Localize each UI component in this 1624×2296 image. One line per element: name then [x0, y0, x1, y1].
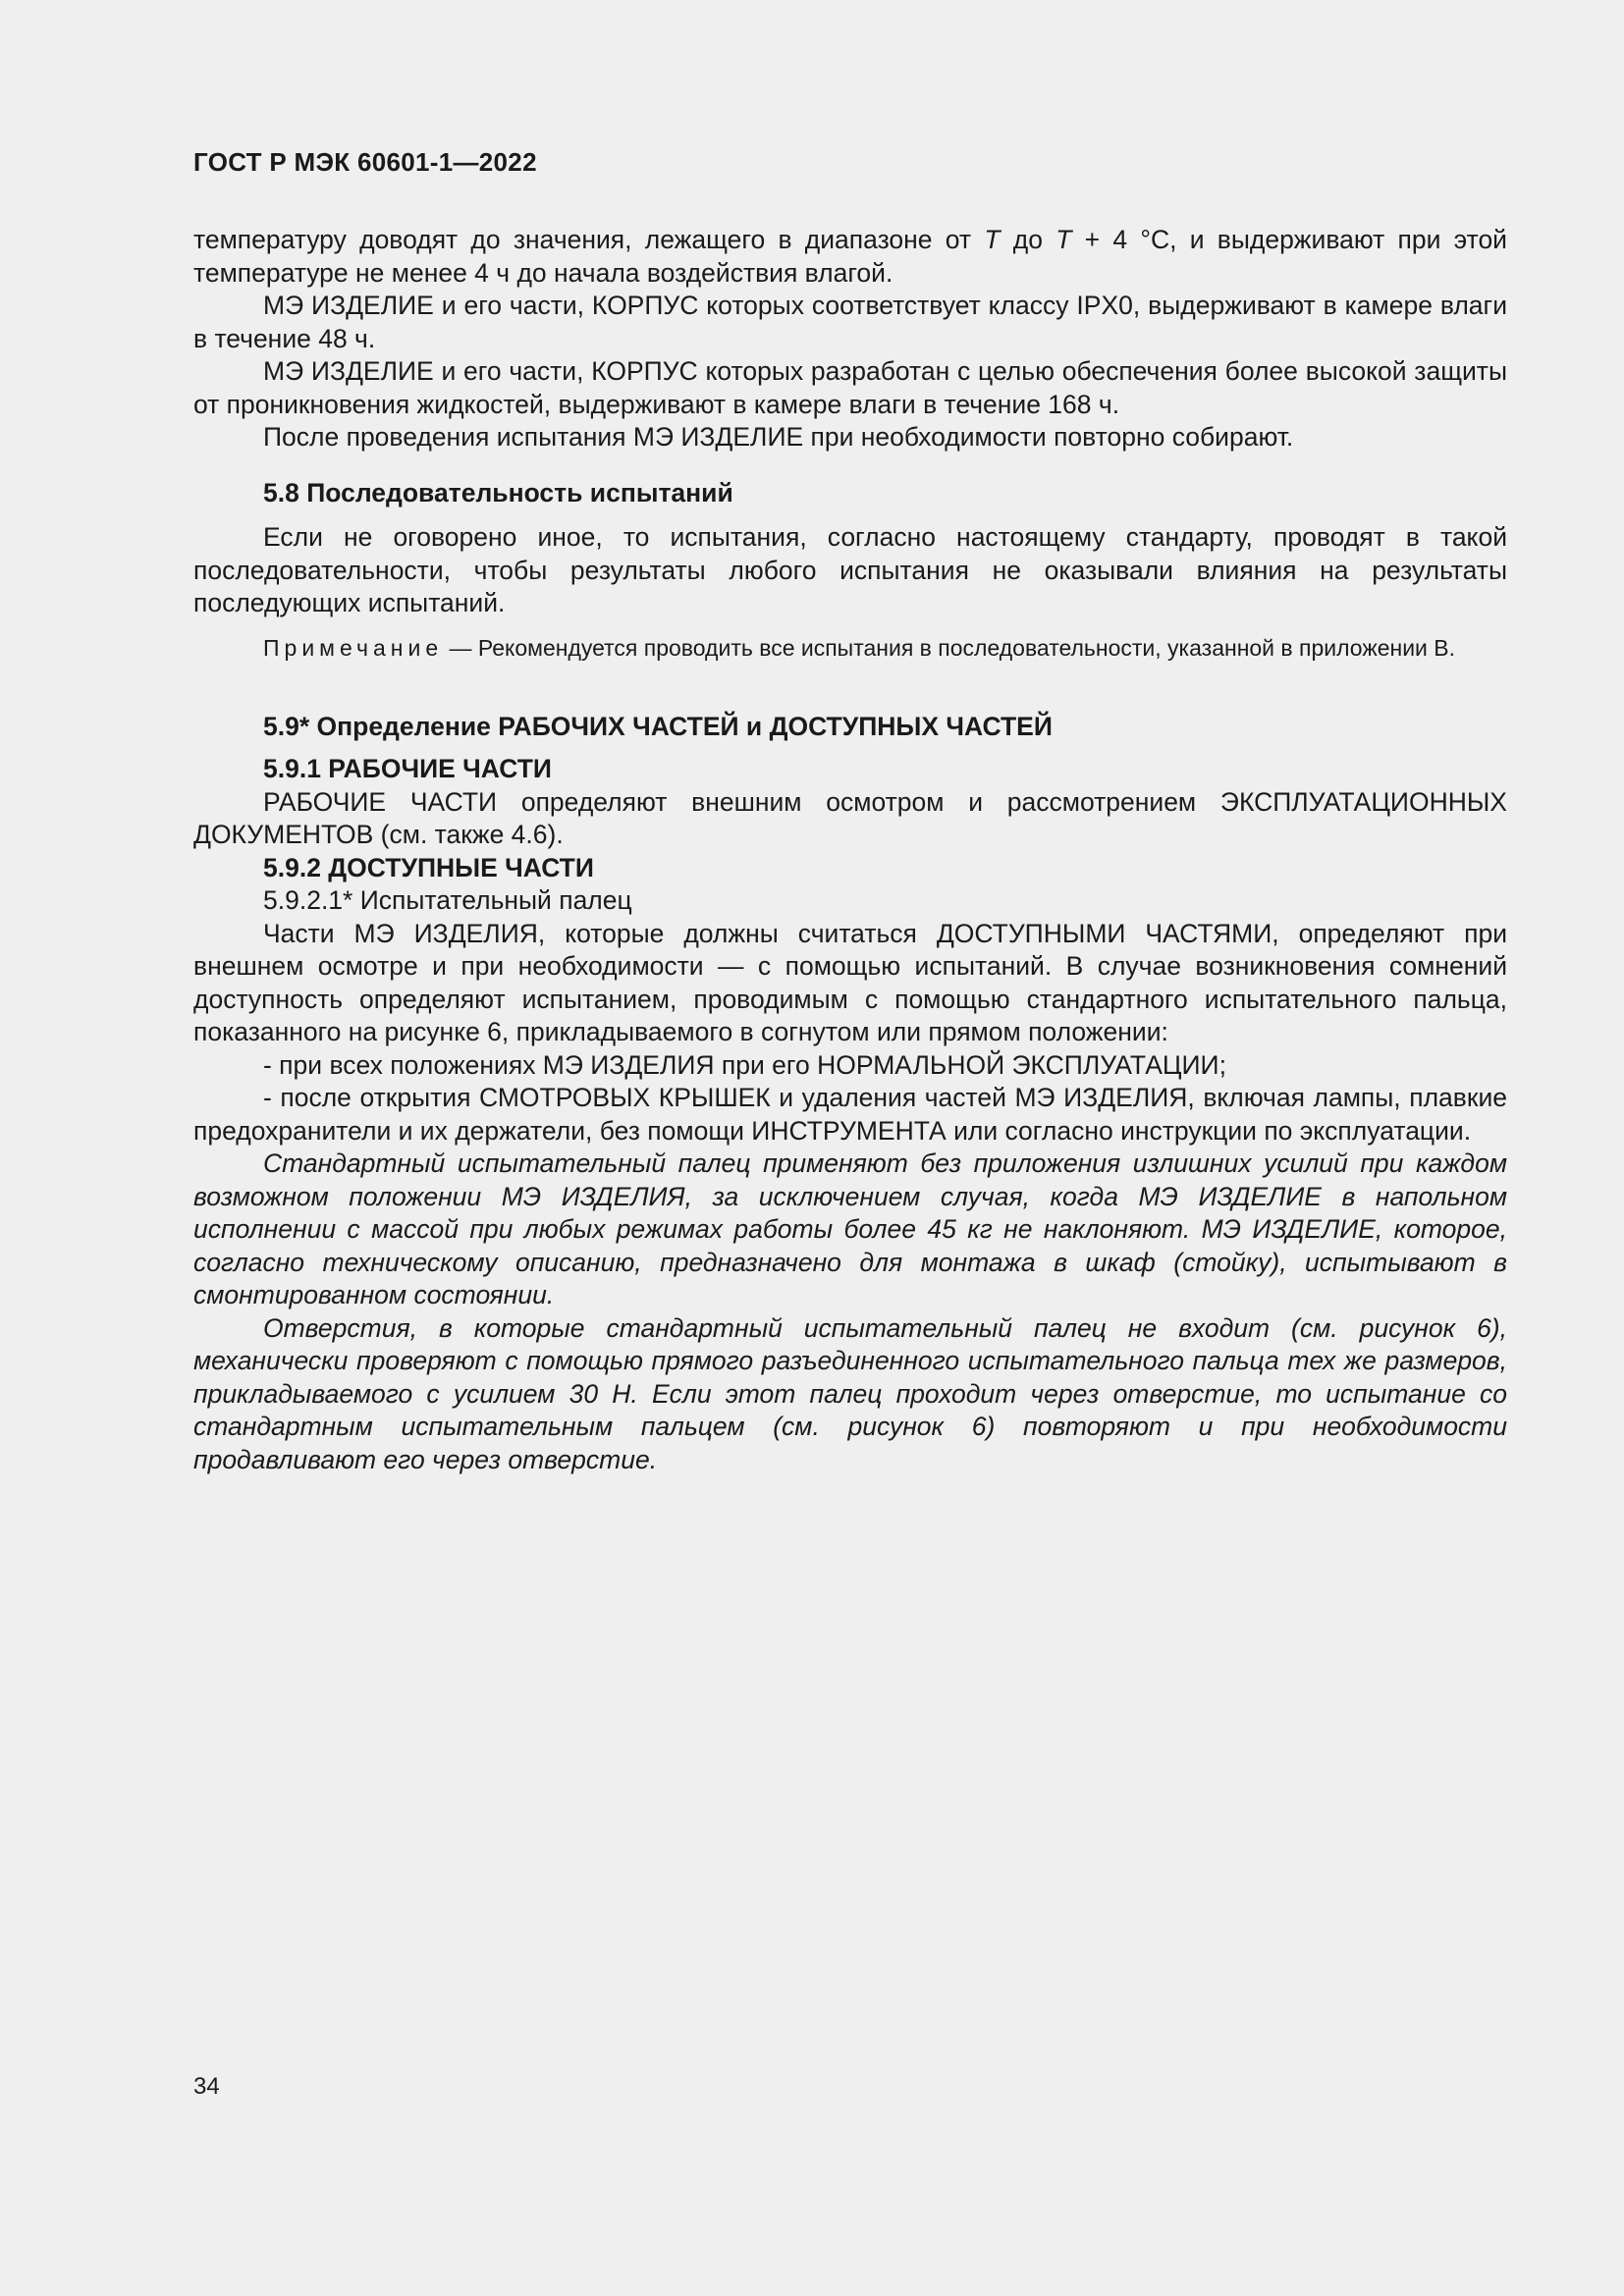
list-item-access-covers: - после открытия СМОТРОВЫХ КРЫШЕК и удаления частей МЭ ИЗДЕЛИЯ, включая лампы, плавкие предохранители и их держатели, без помощи ИНСТРУМЕНТА или согласно инструкции по эксплуатации. — [193, 1083, 1507, 1146]
note-text: — Рекомендуется проводить все испытания в последовательности, указанной в приложении В. — [443, 634, 1456, 661]
list-item-normal-use: - при всех положениях МЭ ИЗДЕЛИЯ при его НОРМАЛЬНОЙ ЭКСПЛУАТАЦИИ; — [263, 1049, 1226, 1080]
document-header: ГОСТ Р МЭК 60601-1—2022 — [193, 147, 537, 177]
text-fragment: + 4 °С, и выдерживают при этой температуре не менее 4 ч до начала воздействия влагой. — [193, 225, 1507, 288]
paragraph-reassembly: После проведения испытания МЭ ИЗДЕЛИЕ при необходимости повторно собирают. — [263, 422, 1294, 452]
variable-t: T — [984, 225, 1001, 254]
document-body — [193, 224, 1507, 1476]
section-heading-5-9-2: 5.9.2 ДОСТУПНЫЕ ЧАСТИ — [263, 852, 594, 882]
text-fragment: до — [1000, 225, 1056, 254]
text-fragment: температуру доводят до значения, лежащего в диапазоне от — [193, 225, 985, 254]
paragraph-openings-italic: Отверстия, в которые стандартный испытательный палец не входит (см. рисунок 6), механически проверяют с помощью прямого разъединенного испытательного пальца тех же размеров, прикладываемого с усилием 30 Н. Если этот палец проходит через отверстие, то испытание со стандартным испытательным пальцем (см. рисунок 6) повторяют и при необходимости продавливают его через отверстие. — [193, 1312, 1507, 1474]
page-number: 34 — [193, 2073, 220, 2100]
paragraph-higher-protection: МЭ ИЗДЕЛИЕ и его части, КОРПУС которых разработан с целью обеспечения более высокой защиты от проникновения жидкостей, выдерживают в камере влаги в течение 168 ч. — [193, 356, 1507, 419]
paragraph-test-finger-italic: Стандартный испытательный палец применяют без приложения излишних усилий при каждом возможном положении МЭ ИЗДЕЛИЯ, за исключением случая, когда МЭ ИЗДЕЛИЕ в напольном исполнении с массой при любых режимах работы более 45 кг не наклоняют. МЭ ИЗДЕЛИЕ, которое, согласно техническому описанию, предназначено для монтажа в шкаф (стойку), испытывают в смонтированном состоянии. — [193, 1148, 1507, 1309]
paragraph-accessible-parts: Части МЭ ИЗДЕЛИЯ, которые должны считаться ДОСТУПНЫМИ ЧАСТЯМИ, определяют при внешнем осмотре и при необходимости — с помощью испытаний. В случае возникновения сомнений доступность определяют испытанием, проводимым с помощью стандартного испытательного пальца, показанного на рисунке 6, прикладываемого в согнутом или прямом положении: — [193, 918, 1507, 1046]
note-label: Примечание — [263, 634, 444, 661]
section-heading-5-8: 5.8 Последовательность испытаний — [263, 477, 733, 507]
note — [193, 632, 1507, 665]
paragraph-temperature — [193, 224, 1507, 290]
variable-t: T — [1056, 225, 1072, 254]
section-heading-5-9-1: 5.9.1 РАБОЧИЕ ЧАСТИ — [263, 754, 552, 783]
section-heading-5-9: 5.9* Определение РАБОЧИХ ЧАСТЕЙ и ДОСТУПНЫХ ЧАСТЕЙ — [263, 711, 1053, 741]
paragraph-test-sequence: Если не оговорено иное, то испытания, согласно настоящему стандарту, проводят в такой последовательности, чтобы результаты любого испытания не оказывали влияния на результаты последующих испытаний. — [193, 522, 1507, 617]
paragraph-applied-parts: РАБОЧИЕ ЧАСТИ определяют внешним осмотром и рассмотрением ЭКСПЛУАТАЦИОННЫХ ДОКУМЕНТОВ (см. также 4.6). — [193, 786, 1507, 849]
paragraph-ipx0: МЭ ИЗДЕЛИЕ и его части, КОРПУС которых соответствует классу IPX0, выдерживают в камере влаги в течение 48 ч. — [193, 291, 1507, 353]
subsection-5-9-2-1: 5.9.2.1* Испытательный палец — [263, 885, 632, 915]
